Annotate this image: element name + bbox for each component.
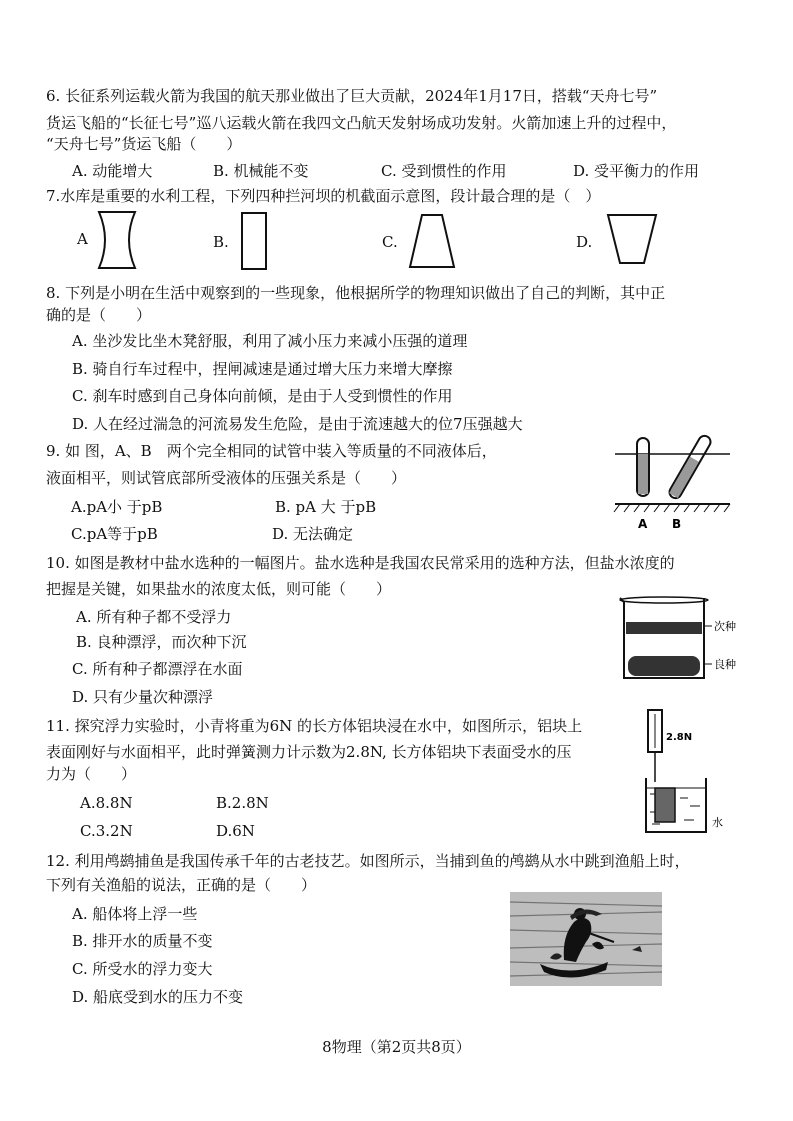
q6-option-a: A. 动能增大 — [72, 162, 153, 180]
q9-line1: 9. 如 图，A、B 两个完全相同的试管中装入等质量的不同液体后， — [46, 442, 497, 460]
q10-option-a: A. 所有种子都不受浮力 — [76, 608, 232, 626]
q11-line1: 11. 探究浮力实验时，小青将重为6N 的长方体铝块浸在水中，如图所示，铝块上 — [46, 717, 583, 735]
q8-line2: 确的是（ ） — [46, 306, 152, 324]
q12-option-b: B. 排开水的质量不变 — [72, 932, 213, 950]
q9-line2: 液面相平，则试管底部所受液体的压强关系是（ ） — [46, 469, 407, 487]
q12-line2: 下列有关渔船的说法，正确的是（ ） — [46, 876, 317, 894]
q9-fig-label-a: A — [638, 517, 648, 531]
q10-option-d: D. 只有少量次种漂浮 — [72, 688, 214, 706]
q7-dam-hourglass — [97, 210, 137, 270]
q9-fig-label-b: B — [672, 517, 682, 531]
q7-stem: 7.水库是重要的水利工程，下列四种拦河坝的机截面示意图，段计最合理的是（ ） — [46, 187, 601, 205]
q12-option-c: C. 所受水的浮力变大 — [72, 960, 213, 978]
page-footer: 8物理（第2页共8页） — [322, 1038, 471, 1056]
q9-option-d: D. 无法确定 — [272, 525, 354, 543]
q6-line2: 货运飞船的“长征七号”巡八运载火箭在我四文凸航天发射场成功发射。火箭加速上升的过程中， — [46, 114, 677, 132]
q9-option-c: C.pA等于pB — [71, 525, 158, 543]
q8-option-d: D. 人在经过湍急的河流易发生危险，是由于流速越大的位7压强越大 — [72, 415, 523, 433]
q9-option-a: A.pA小 于pB — [71, 498, 163, 516]
q10-line2: 把握是关键，如果盐水的浓度太低，则可能（ ） — [46, 580, 392, 598]
q10-line1: 10. 如图是教材中盐水选种的一幅图片。盐水选种是我国农民常采用的选种方法，但盐水浓度的 — [46, 554, 675, 572]
q10-option-c: C. 所有种子都漂浮在水面 — [72, 660, 243, 678]
q8-option-b: B. 骑自行车过程中，捏闸减速是通过增大压力来增大摩擦 — [72, 360, 453, 378]
q12-option-d: D. 船底受到水的压力不变 — [72, 988, 244, 1006]
q10-option-b: B. 良种漂浮，而次种下沉 — [76, 633, 247, 651]
q6-option-d: D. 受平衡力的作用 — [573, 162, 700, 180]
q12-option-a: A. 船体将上浮一些 — [72, 905, 198, 923]
q7-label-d: D. — [576, 233, 593, 251]
q11-option-a: A.8.8N — [80, 794, 133, 812]
q10-fig-label-inferior: 次种 — [714, 620, 736, 633]
q11-option-b: B.2.8N — [216, 794, 269, 812]
q7-dam-trapezoid — [408, 213, 456, 269]
q10-fig-label-good: 良种 — [714, 658, 736, 671]
q9-option-b: B. pA 大 于pB — [275, 498, 377, 516]
q7-label-a: A — [77, 230, 88, 248]
q8-line1: 8. 下列是小明在生活中观察到的一些现象，他根据所学的物理知识做出了自己的判断，其中正 — [46, 284, 666, 302]
q9-test-tubes-figure — [610, 432, 740, 532]
q11-spring-scale-figure — [640, 708, 730, 840]
q8-option-a: A. 坐沙发比坐木凳舒服，利用了减小压力来减小压强的道理 — [72, 332, 468, 350]
q6-option-b: B. 机械能不变 — [213, 162, 309, 180]
q11-option-c: C.3.2N — [80, 822, 133, 840]
q6-line3: “天舟七号”货运飞船（ ） — [46, 135, 242, 153]
q8-option-c: C. 刹车时感到自己身体向前倾，是由于人受到惯性的作用 — [72, 387, 453, 405]
q11-option-d: D.6N — [216, 822, 255, 840]
q7-dam-rectangle — [240, 211, 268, 271]
q6-line1: 6. 长征系列运载火箭为我国的航天那业做出了巨大贡献，2024年1月17日，搭载“天舟七号” — [46, 87, 658, 105]
q7-dam-inverted-trapezoid — [606, 213, 658, 265]
q11-fig-water-label: 水 — [712, 816, 723, 829]
q11-line3: 力为（ ） — [46, 765, 137, 783]
q10-beaker-figure — [612, 592, 752, 684]
q12-cormorant-fishing-photo — [510, 892, 662, 986]
q11-line2: 表面刚好与水面相平，此时弹簧测力计示数为2.8N, 长方体铝块下表面受水的压 — [46, 743, 572, 761]
q12-line1: 12. 利用鸬鹚捕鱼是我国传承千年的古老技艺。如图所示，当捕到鱼的鸬鹚从水中跳到渔船上时， — [46, 852, 690, 870]
q7-label-c: C. — [382, 233, 398, 251]
q6-option-c: C. 受到惯性的作用 — [381, 162, 507, 180]
q7-label-b: B. — [213, 233, 229, 251]
q11-fig-scale-reading: 2.8N — [666, 732, 693, 743]
